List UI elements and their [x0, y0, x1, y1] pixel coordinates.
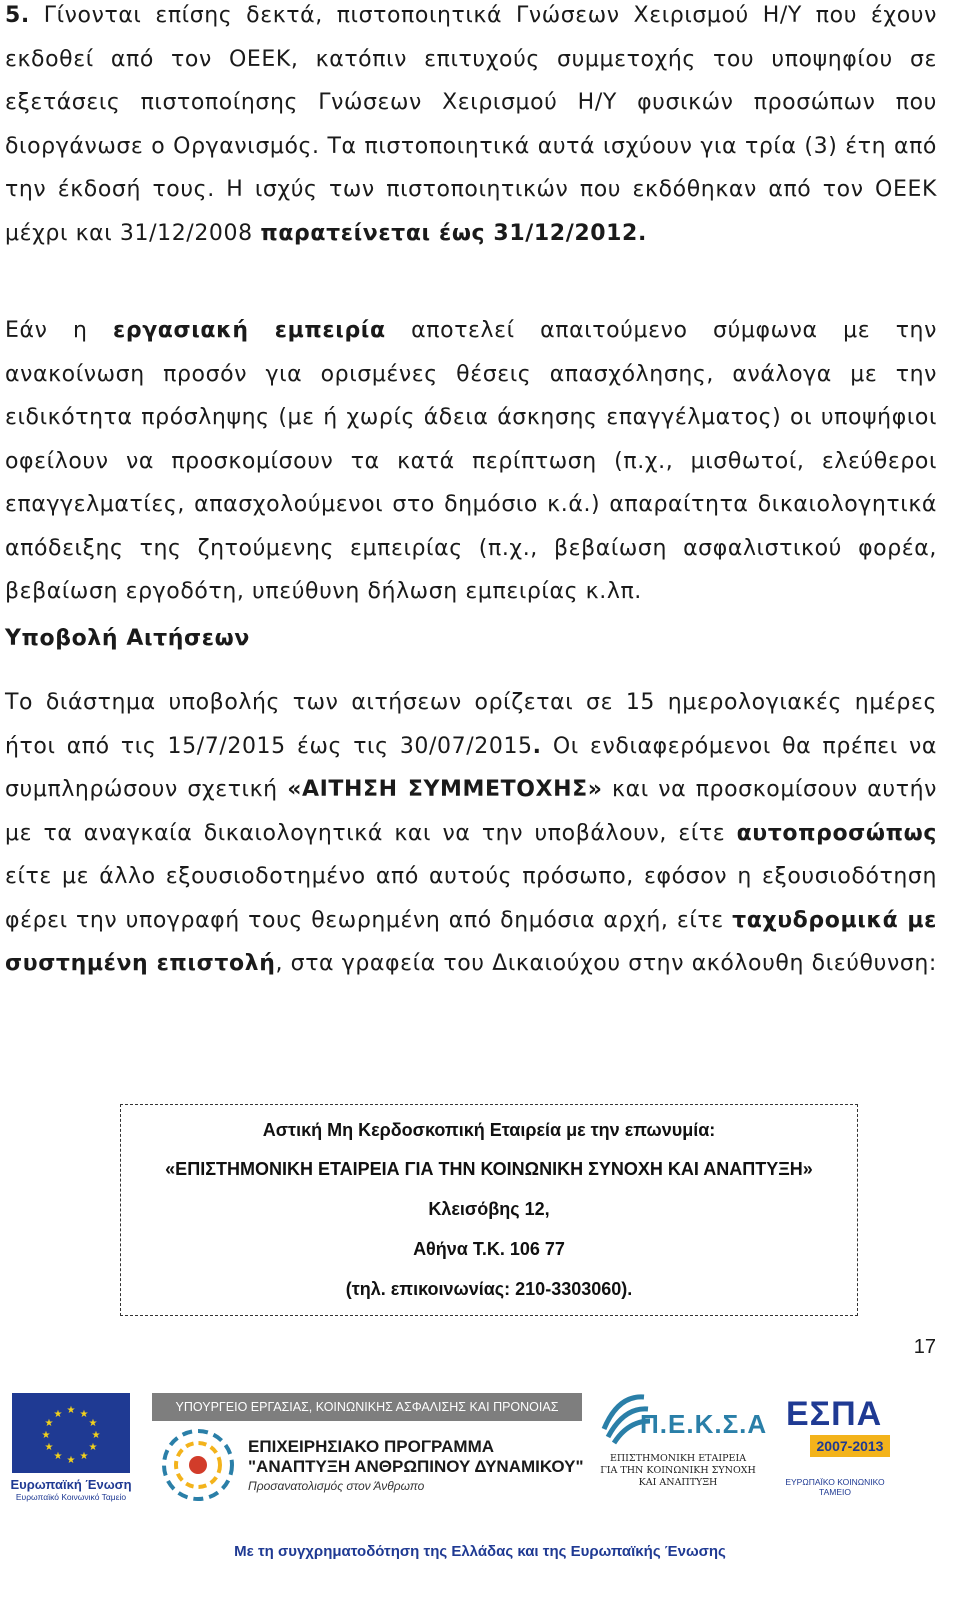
address-line-phone: (τηλ. επικοινωνίας: 210-3303060). — [345, 1279, 633, 1299]
paragraph-text: Το διάστημα υποβολής των αιτήσεων ορίζεται σε 15 ημερολογιακές ημέρες ήτοι από τις 15/7/2015 έως τις 30/07/2015 — [5, 690, 937, 759]
espa-logo: ΕΣΠΑ — [786, 1395, 883, 1433]
paragraph-text: Γίνονται επίσης δεκτά, πιστοποιητικά Γνώσεων Χειρισμού Η/Υ που έχουν εκδοθεί από τον ΟΕΕΚ, κατόπιν επιτυχούς συμμετοχής του υποψηφίου σε εξετάσεις πιστοποίησης Γνώσεων Χειρισμού Η/Υ φυσικών προσώπων που διοργάνωσε ο Οργανισμός. Τα πιστοποιητικά αυτά ισχύουν για τρία (3) έτη από την έκδοσή τους. Η ισχύς των πιστοποιητικών που εκδόθηκαν από τον ΟΕΕΚ μέχρι και 31/12/2008 — [5, 3, 937, 246]
svg-text:★: ★ — [88, 1442, 98, 1453]
address-line-name: «ΕΠΙΣΤΗΜΟΝΙΚΗ ΕΤΑΙΡΕΙΑ ΓΙΑ ΤΗΝ ΚΟΙΝΩΝΙΚΗ ΣΥΝΟΧΗ ΚΑΙ ΑΝΑΠΤΥΞΗ» — [165, 1159, 813, 1179]
programme-title — [248, 1437, 584, 1477]
programme-emblem-icon — [158, 1425, 238, 1505]
espa-years-badge: 2007-2013 — [810, 1435, 890, 1457]
paragraph-bold-text: παρατείνεται έως 31/12/2012. — [260, 220, 647, 246]
item-number: 5. — [5, 3, 30, 28]
svg-text:★: ★ — [79, 1409, 89, 1420]
paragraph-text: , στα γραφεία του Δικαιούχου στην ακόλουθη διεύθυνση: — [275, 951, 937, 976]
paragraph-bold-text: «ΑΙΤΗΣΗ ΣΥΜΜΕΤΟΧΗΣ» — [287, 777, 603, 802]
paragraph-certificates — [5, 0, 937, 255]
ministry-banner: ΥΠΟΥΡΓΕΙΟ ΕΡΓΑΣΙΑΣ, ΚΟΙΝΩΝΙΚΗΣ ΑΣΦΑΛΙΣΗΣ ΚΑΙ ΠΡΟΝΟΙΑΣ — [152, 1393, 582, 1421]
address-line-street: Κλεισόβης 12, — [428, 1199, 550, 1219]
address-line-entity: Αστική Μη Κερδοσκοπική Εταιρεία με την επωνυμία: — [262, 1120, 716, 1140]
eu-flag-icon — [12, 1393, 130, 1473]
address-box — [120, 1104, 858, 1316]
eu-subtitle: Ευρωπαϊκό Κοινωνικό Ταμείο — [15, 1492, 127, 1502]
paragraph-bold-text: αυτοπροσώπως — [736, 820, 937, 846]
svg-text:★: ★ — [44, 1442, 54, 1453]
peksa-name: Π.Ε.Κ.Σ.Α — [640, 1409, 768, 1439]
paragraph-applications — [5, 681, 937, 986]
peksa-description-line: ΚΑΙ ΑΝΑΠΤΥΞΗ — [638, 1477, 718, 1488]
programme-title-line: ΕΠΙΧΕΙΡΗΣΙΑΚΟ ΠΡΟΓΡΑΜΜΑ — [248, 1437, 495, 1456]
svg-text:★: ★ — [44, 1418, 54, 1429]
paragraph-bold-text: . — [532, 733, 542, 759]
svg-text:★: ★ — [41, 1430, 51, 1441]
peksa-description-line: ΓΙΑ ΤΗΝ ΚΟΙΝΩΝΙΚΗ ΣΥΝΟΧΗ — [600, 1465, 756, 1476]
paragraph-text: και να προσκομίσουν αυτήν με τα αναγκαία δικαιολογητικά και να την υποβάλουν, είτε — [5, 777, 937, 846]
svg-text:★: ★ — [66, 1455, 76, 1466]
paragraph-text: είτε με άλλο εξουσιοδοτημένο από αυτούς πρόσωπο, εφόσον η εξουσιοδότηση φέρει την υπογραφή τους θεωρημένη από δημόσια αρχή, είτε — [5, 864, 937, 933]
svg-text:★: ★ — [91, 1430, 101, 1441]
programme-subtitle: Προσανατολισμός στον Άνθρωπο — [248, 1479, 425, 1493]
svg-text:★: ★ — [66, 1405, 76, 1416]
paragraph-experience — [5, 309, 937, 614]
paragraph-bold-text: εργασιακή εμπειρία — [113, 318, 386, 343]
eu-label — [6, 1477, 136, 1502]
paragraph-bold-text: ταχυδρομικά με συστημένη επιστολή — [5, 907, 937, 976]
section-heading: Υποβολή Αιτήσεων — [5, 626, 250, 651]
svg-text:★: ★ — [53, 1451, 63, 1462]
paragraph-text: αποτελεί απαιτούμενο σύμφωνα με την ανακοίνωση προσόν για ορισμένες θέσεις απασχόλησης, ανάλογα με την ειδικότητα πρόσληψης (με ή χωρίς άδεια άσκησης επαγγέλματος) οι υποψήφιοι οφείλουν να προσκομίσουν τα κατά περίπτωση (π.χ., μισθωτοί, ελεύθεροι επαγγελματίες, απασχολούμενοι στο δημόσιο κ.ά.) απαραίτητα δικαιολογητικά απόδειξης της ζητούμενης εμπειρίας (π.χ., βεβαίωση ασφαλιστικού φορέα, βεβαίωση εργοδότη, υπεύθυνη δήλωση εμπειρίας κ.λπ. — [5, 318, 937, 604]
peksa-description — [590, 1453, 766, 1489]
paragraph-text: Οι ενδιαφερόμενοι θα πρέπει να συμπληρώσουν σχετική — [5, 733, 937, 802]
address-line-city: Αθήνα Τ.Κ. 106 77 — [413, 1239, 565, 1259]
svg-text:★: ★ — [53, 1409, 63, 1420]
peksa-description-line: ΕΠΙΣΤΗΜΟΝΙΚΗ ΕΤΑΙΡΕΙΑ — [609, 1453, 747, 1464]
page-number: 17 — [913, 1336, 936, 1358]
programme-title-line: "ΑΝΑΠΤΥΞΗ ΑΝΘΡΩΠΙΝΟΥ ΔΥΝΑΜΙΚΟΥ" — [248, 1457, 584, 1476]
svg-text:★: ★ — [88, 1418, 98, 1429]
cofunding-statement: Με τη συγχρηματοδότηση της Ελλάδας και της Ευρωπαϊκής Ένωσης — [234, 1543, 726, 1560]
eu-title: Ευρωπαϊκή Ένωση — [10, 1477, 132, 1492]
footer-logos — [0, 1385, 960, 1606]
svg-text:★: ★ — [79, 1451, 89, 1462]
paragraph-text: Εάν η — [5, 318, 114, 343]
espa-subtitle: ΕΥΡΩΠΑΪΚΟ ΚΟΙΝΩΝΙΚΟ ΤΑΜΕΙΟ — [785, 1477, 885, 1497]
